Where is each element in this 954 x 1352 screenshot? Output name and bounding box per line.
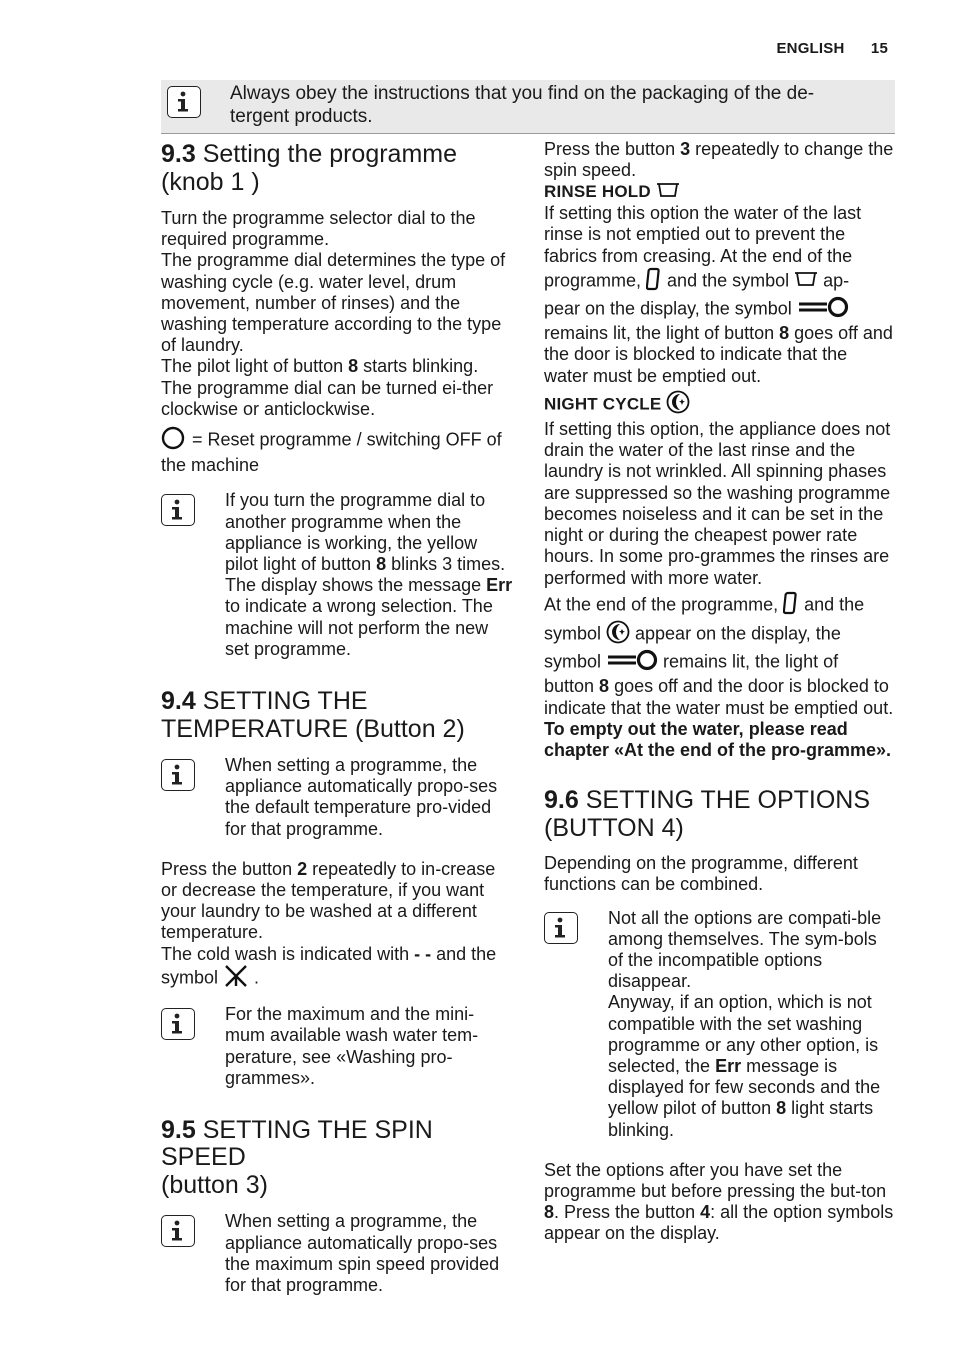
- error-code: Err: [715, 1055, 742, 1076]
- paragraph: [544, 323, 896, 387]
- error-code: Err: [486, 575, 513, 596]
- paragraph: Depending on the programme, different functions can be combined.: [544, 853, 858, 895]
- info-note: [161, 1004, 513, 1089]
- paragraph: [161, 426, 513, 476]
- text: repeatedly to change the spin speed.: [544, 139, 894, 181]
- text: At the end of the programme,: [544, 594, 784, 615]
- text: and the: [799, 594, 865, 615]
- info-icon: [167, 86, 201, 118]
- bold-note: To empty out the water, please read chapter «At the end of the pro-gramme».: [544, 718, 892, 760]
- heading-text: SETTING THE: [202, 687, 368, 716]
- heading-number: 9.4: [161, 687, 196, 716]
- heading-9-3: [161, 141, 513, 196]
- heading-text-2: TEMPERATURE (Button 2): [161, 714, 465, 743]
- button-ref: 3: [680, 139, 691, 159]
- text: goes off and the door is blocked to indicate that the water must be emptied out.: [544, 323, 893, 386]
- heading-9-5: [161, 1117, 513, 1200]
- info-icon: [161, 494, 195, 526]
- text: Press the button: [544, 139, 681, 159]
- paragraph: [544, 267, 896, 296]
- paragraph: [544, 296, 896, 323]
- button-ref: 8: [376, 554, 387, 575]
- paragraph: Turn the programme selector dial to the required programme.: [161, 208, 476, 250]
- paragraph: [544, 649, 896, 676]
- text: goes off and the door is blocked to indicate that the water must be emptied out.: [544, 676, 894, 718]
- button-ref: 8: [779, 323, 790, 344]
- page-number: 15: [870, 40, 888, 57]
- paragraph: The programme dial can be turned ei-ther clockwise or anticlockwise.: [161, 377, 494, 419]
- text: If you turn the programme dial to another programme when the appliance is working, the yellow pilot light of button: [225, 490, 486, 575]
- text: button: [544, 676, 600, 697]
- info-icon: [161, 759, 195, 791]
- heading-text-2: (BUTTON 4): [544, 813, 684, 842]
- text: : all the option symbols appear on the display.: [544, 1202, 894, 1244]
- text: remains lit, the light of: [658, 651, 839, 672]
- text: and the symbol: [662, 270, 795, 291]
- button-ref: 8: [544, 1202, 555, 1223]
- button-ref: 8: [599, 676, 610, 697]
- info-note: [161, 490, 513, 660]
- text: Press the button: [161, 858, 298, 879]
- top-note-text: [230, 83, 880, 128]
- option-label: RINSE HOLD: [544, 182, 651, 202]
- digit-zero-display-icon: [783, 591, 799, 620]
- night-cycle-icon: [606, 620, 630, 649]
- night-cycle-label: [544, 390, 896, 419]
- text: to indicate a wrong selection. The machine will not perform the new set programme.: [225, 596, 493, 659]
- paragraph: [161, 859, 513, 944]
- option-label: NIGHT CYCLE: [544, 394, 662, 414]
- paragraph: The programme dial determines the type of washing cycle (e.g. water level, drum movement, number of rinses) and the washing temperature according to the type of laundry.: [161, 250, 506, 356]
- note-text: [225, 490, 513, 660]
- text: = Reset programme / switching OFF of the machine: [161, 429, 502, 476]
- heading-text: SETTING THE OPTIONS: [585, 786, 871, 815]
- heading-text: SETTING THE SPIN SPEED: [161, 1115, 433, 1172]
- heading-number: 9.3: [161, 140, 196, 168]
- heading-number: 9.6: [544, 786, 579, 815]
- info-icon: [161, 1008, 195, 1040]
- text: Anyway, if an option, which is not compatible with the set washing programme or any other option, is selected, the: [608, 992, 879, 1076]
- text: Set the options after you have set the programme but before pressing the but-ton: [544, 1159, 887, 1201]
- button-ref: 2: [297, 858, 308, 879]
- text: message is displayed for few seconds and the yellow pilot of button: [608, 1055, 881, 1119]
- paragraph: [161, 356, 513, 377]
- text: and the symbol: [161, 943, 497, 988]
- paragraph: [544, 620, 896, 649]
- paragraph: [161, 944, 513, 992]
- info-note: [544, 908, 896, 1141]
- digit-zero-display-icon: [646, 267, 662, 296]
- rinse-hold-tub-icon: [794, 271, 818, 292]
- text: appear on the display, the: [630, 623, 841, 644]
- door-lock-key-icon: [606, 649, 658, 676]
- note-text: When setting a programme, the appliance automatically propo-ses the maximum spin speed provided for that programme.: [225, 1211, 500, 1296]
- rinse-hold-tub-icon: [656, 182, 680, 203]
- page-header: [754, 38, 888, 59]
- text: .: [249, 967, 260, 988]
- heading-text: Setting the programme: [202, 140, 458, 168]
- paragraph: [544, 139, 896, 181]
- door-lock-key-icon: [797, 296, 849, 323]
- note-text: Not all the options are compati-ble among themselves. The sym-bols of the incompatible options disappear.: [608, 907, 882, 992]
- text: light starts blinking.: [608, 1098, 874, 1140]
- top-info-note: [161, 80, 895, 134]
- circle-off-icon: [161, 426, 187, 455]
- header-language: ENGLISH: [776, 40, 845, 57]
- heading-text-2: (knob 1 ): [161, 167, 260, 196]
- button-ref: 8: [776, 1098, 787, 1119]
- heading-text-2: (button 3): [161, 1170, 269, 1199]
- text: starts blinking.: [358, 356, 479, 377]
- paragraph: If setting this option the water of the last rinse is not emptied out to prevent the fabrics from creasing. At the end of the: [544, 203, 862, 266]
- text: symbol: [544, 651, 607, 672]
- heading-number: 9.5: [161, 1115, 196, 1144]
- text: programme,: [544, 270, 647, 291]
- night-cycle-icon: [666, 390, 690, 419]
- cold-wash-icon: [223, 965, 249, 992]
- paragraph: If setting this option, the appliance does not drain the water of the last rinse and the laundry is not wrinkled. All spinning phases are suppressed so the washing programme becomes noiseless and it can be set in the night or during the cheapest power rate hours. In some pro-grammes the rinses are performed with more water.: [544, 419, 891, 588]
- rinse-hold-label: [544, 181, 896, 203]
- paragraph: [544, 1160, 896, 1245]
- text: The cold wash is indicated with: [161, 943, 415, 964]
- info-note: [161, 755, 513, 840]
- text: symbol: [544, 623, 607, 644]
- text: blinks 3 times. The display shows the message: [225, 554, 506, 596]
- text: pear on the display, the symbol: [544, 298, 797, 319]
- top-note-line1: Always obey the instructions that you find on the packaging of the de-: [230, 83, 815, 104]
- paragraph: [544, 591, 896, 620]
- text: The pilot light of button: [161, 356, 349, 377]
- info-icon: [544, 912, 578, 944]
- heading-9-4: [161, 688, 513, 743]
- text: repeatedly to in-crease or decrease the temperature, if you want your laundry to be washed at a different temperature.: [161, 858, 496, 943]
- heading-9-6: [544, 787, 896, 842]
- right-column: [544, 139, 896, 1245]
- info-icon: [161, 1215, 195, 1247]
- text: remains lit, the light of button: [544, 323, 780, 344]
- paragraph: [544, 676, 896, 718]
- note-text: For the maximum and the mini-mum available wash water tem-perature, see «Washing pro-grammes».: [225, 1004, 479, 1088]
- note-text: [608, 992, 896, 1140]
- note-text: When setting a programme, the appliance automatically propo-ses the default temperature pro-vided for that programme.: [225, 755, 498, 839]
- button-ref: 8: [348, 356, 359, 377]
- info-note: [161, 1211, 513, 1296]
- text: ap-: [818, 270, 850, 291]
- button-ref: 4: [700, 1202, 711, 1223]
- cold-indicator: - -: [414, 943, 432, 964]
- text: . Press the button: [554, 1202, 701, 1223]
- left-column: [161, 141, 513, 1296]
- top-note-line2: tergent products.: [230, 105, 373, 127]
